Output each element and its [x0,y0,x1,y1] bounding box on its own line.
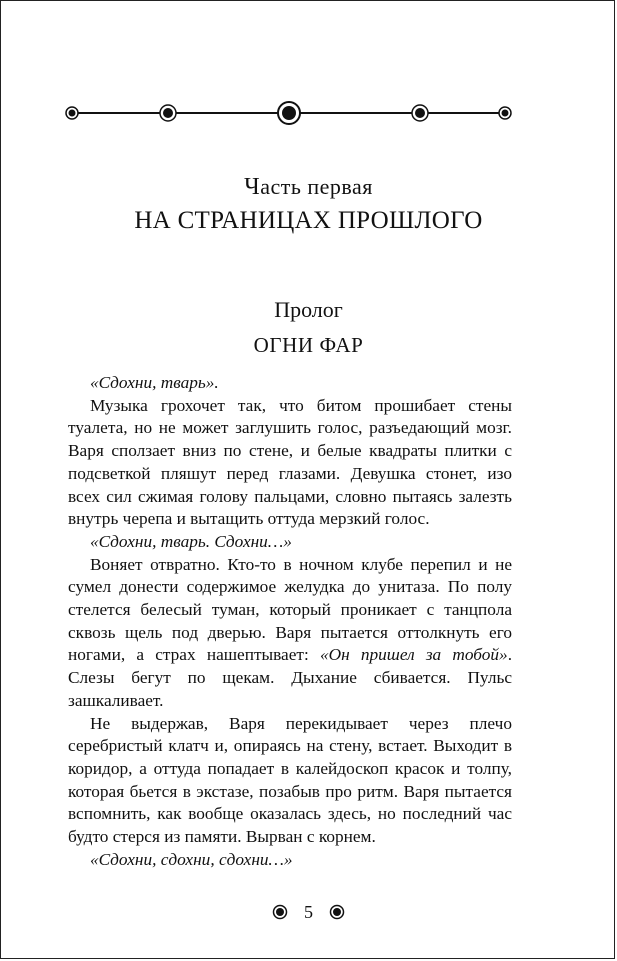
paragraph-5: Не выдержав, Варя перекидывает через плечо серебристый клатч и, опираясь на стену, встает. Выходит в коридор, а оттуда попадает в калейдоскоп красок и толпу, которая бьется в экстазе, позабыв про ритм. Варя пытается вспомнить, как вообще оказалась здесь, но последний час будто стерся из памяти. Вырван с корнем. [68,713,512,847]
part-label [0,174,617,201]
ornament-divider [62,98,518,128]
page-number: 5 [304,901,313,922]
paragraph-1: «Сдохни, тварь». [90,373,219,392]
paragraph-3: «Сдохни, тварь. Сдохни…» [90,531,292,551]
body-text [68,372,512,871]
prologue-title: Пролог [274,297,343,322]
paragraph-4-part-a: Воняет отвратно. Кто-то в ночном клубе перепил и не сумел донести содержимое желудка до унитаза. По полу стелется белесый туман, который проникает с танцпола сквозь щель под дверью. Варя пытается оттолкнуть его ногами, а страх нашептывает: [68,554,512,665]
ornament-dot-left [66,107,78,119]
paragraph-6: «Сдохни, сдохни, сдохни…» [90,849,293,869]
footer-dot-left-icon [272,904,288,920]
prologue-subtitle: ОГНИ ФАР [253,333,364,357]
part-label-rest: асть первая [260,174,373,199]
paragraph-2: Музыка грохочет так, что битом прошибает стены туалета, но не может заглушить голос, разъедающий мозг. Варя сползает вниз по стене, и белые квадраты плитки с подсветкой пляшут перед глазами. Девушка стонет, изо всех сил сжимая голову пальцами, словно пытаясь залезть внутрь черепа и вытащить оттуда мерзкий голос. [68,395,512,529]
paragraph-4-part-b: . Слезы бегут по щекам. Дыхание сбивается. Пульс зашкаливает. [68,645,513,710]
ornament-dot-left-mid [160,105,176,121]
footer-dot-right-icon [329,904,345,920]
ornament-dot-right-mid [412,105,428,121]
ornament-dot-right [499,107,511,119]
part-label-initial: Ч [244,174,261,200]
page-footer [0,900,617,924]
part-name: НА СТРАНИЦАХ ПРОШЛОГО [134,207,483,234]
ornament-dot-center [278,102,300,124]
paragraph-4 [68,554,512,713]
paragraph-4-quote: «Он пришел за тобой» [319,645,508,665]
